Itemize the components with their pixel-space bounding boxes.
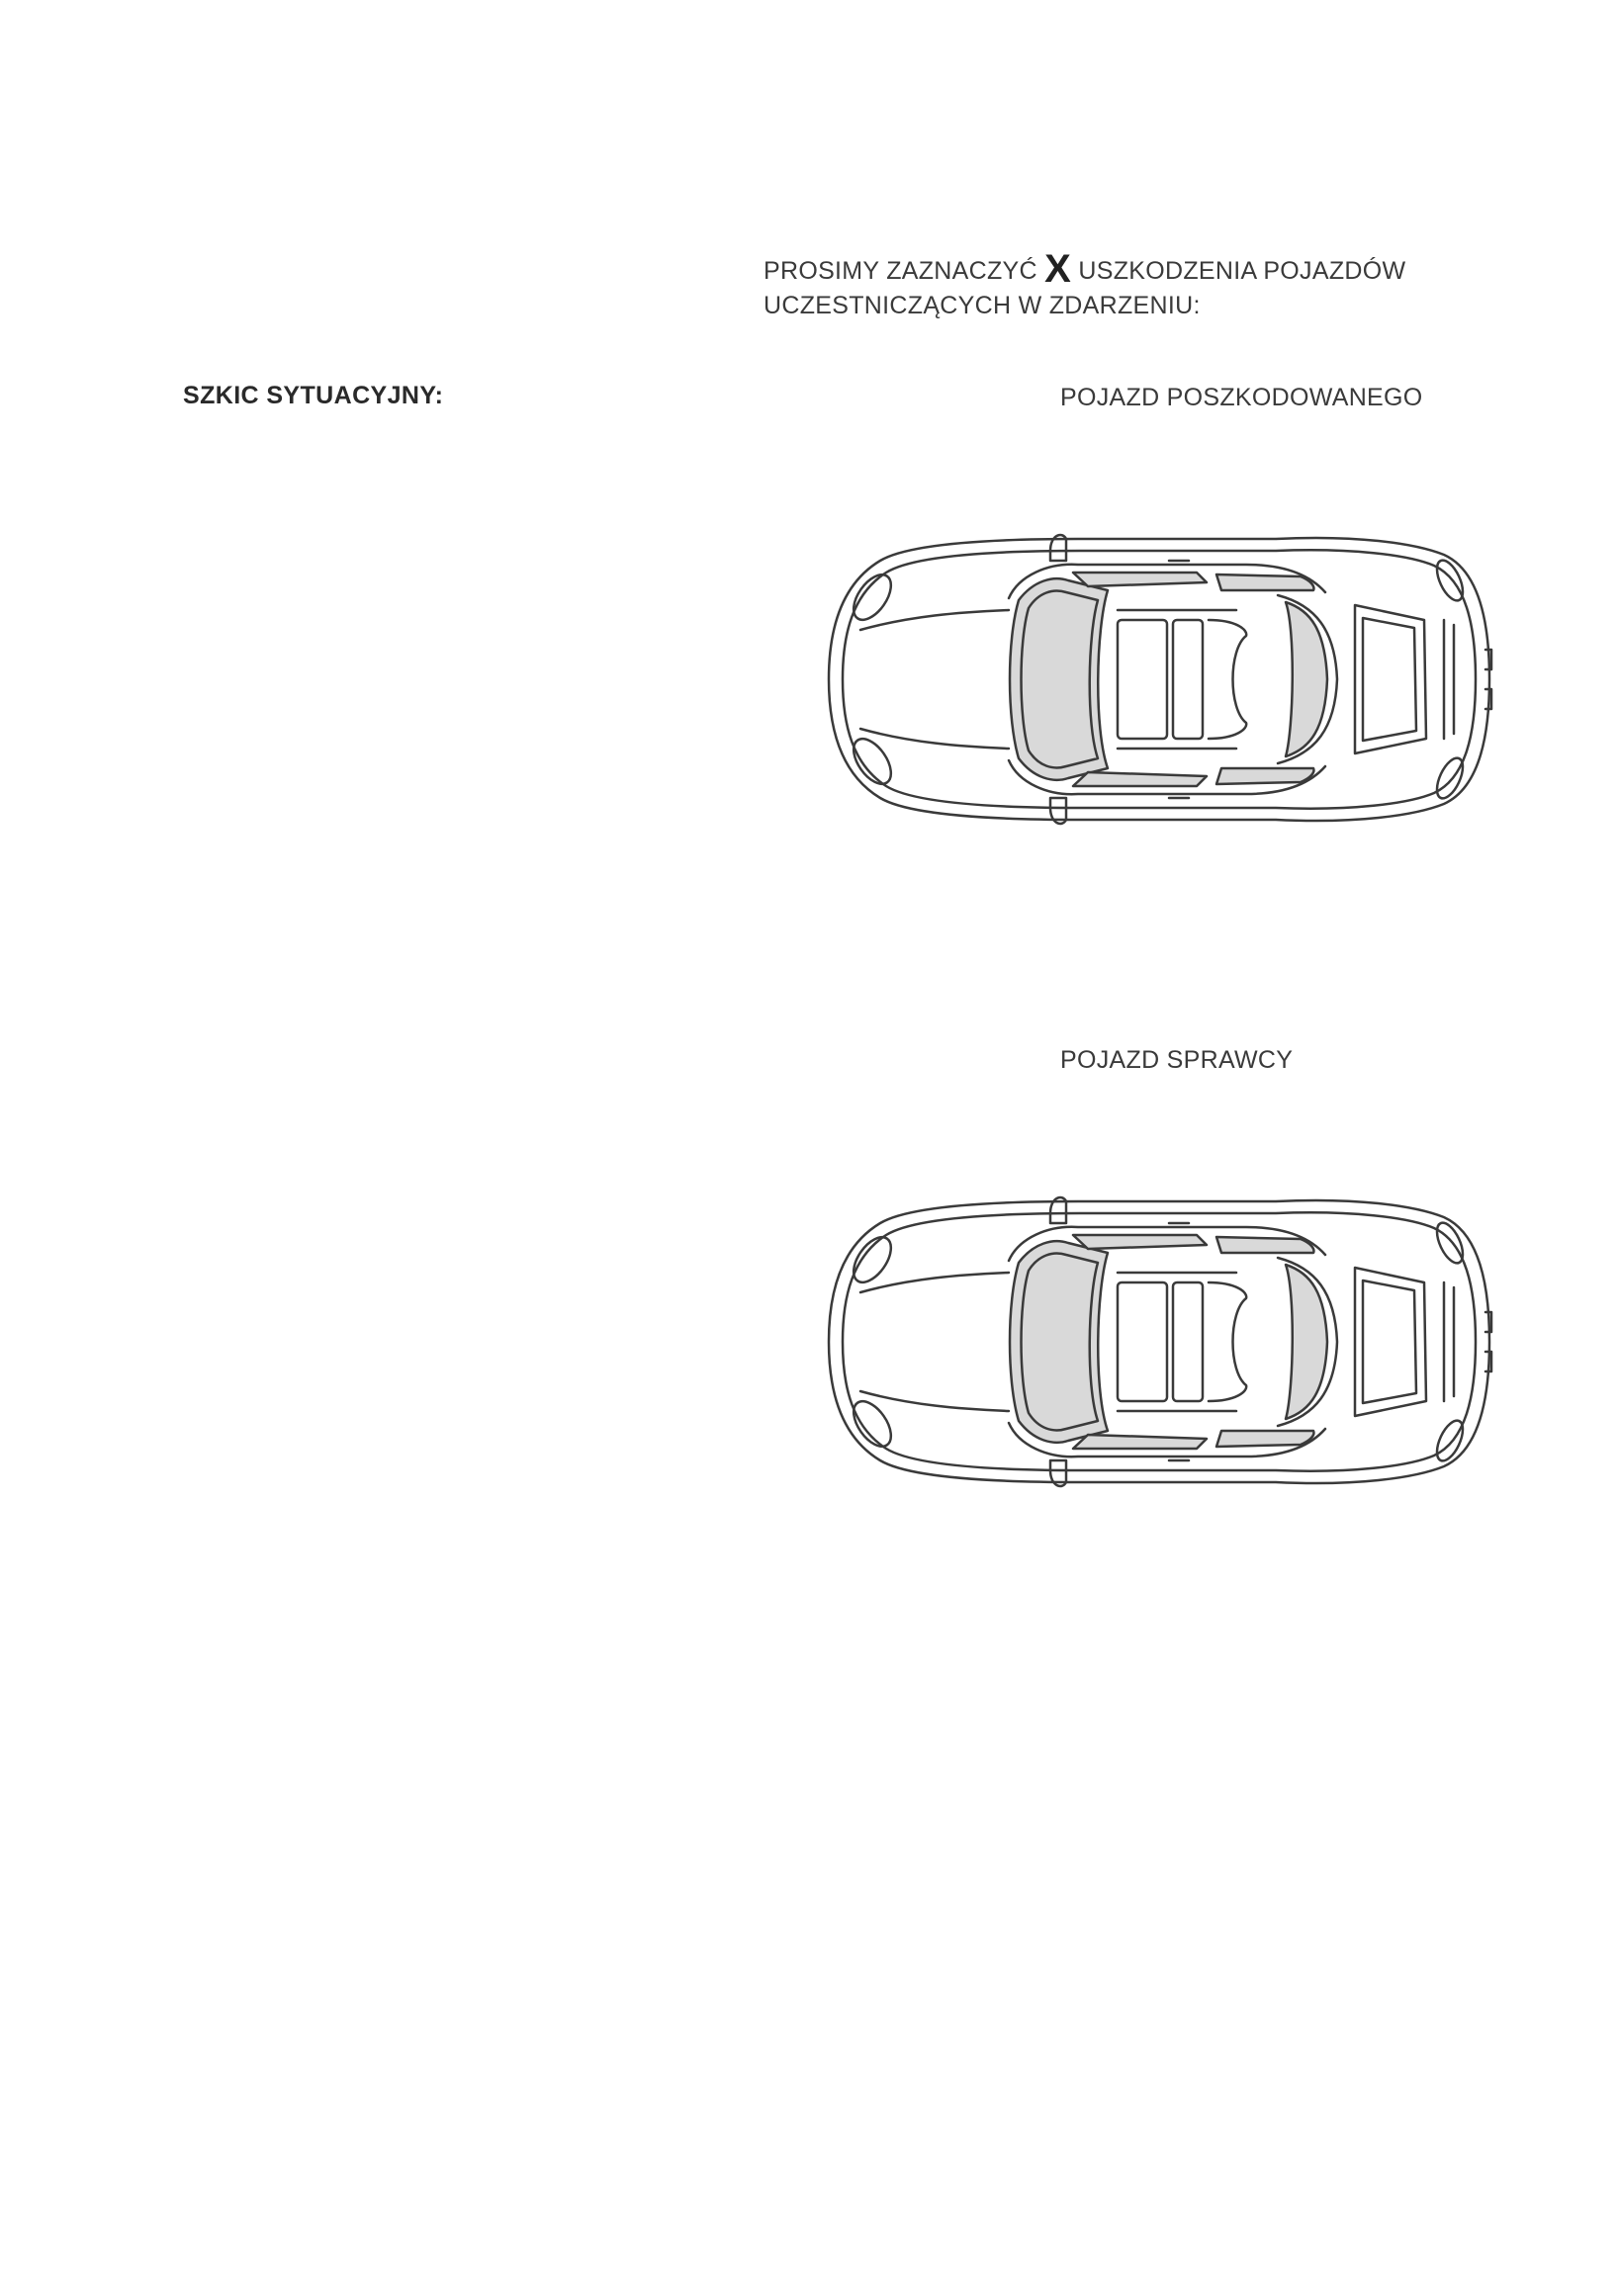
- instruction-prefix: PROSIMY ZAZNACZYĆ: [764, 257, 1037, 285]
- sketch-title: SZKIC SYTUACYJNY:: [183, 382, 444, 409]
- damage-instruction: [764, 247, 1406, 323]
- instruction-line-1: [764, 247, 1406, 291]
- instruction-suffix: USZKODZENIA POJAZDÓW: [1078, 257, 1406, 285]
- x-mark: X: [1044, 247, 1072, 291]
- perpetrator-vehicle-label: POJAZD SPRAWCY: [1060, 1046, 1294, 1074]
- victim-car-diagram[interactable]: [821, 521, 1493, 838]
- perpetrator-car-diagram[interactable]: [821, 1184, 1493, 1500]
- victim-vehicle-label: POJAZD POSZKODOWANEGO: [1060, 384, 1423, 411]
- instruction-line-2: UCZESTNICZĄCYCH W ZDARZENIU:: [764, 292, 1201, 319]
- sketch-drawing-area[interactable]: [148, 435, 762, 2116]
